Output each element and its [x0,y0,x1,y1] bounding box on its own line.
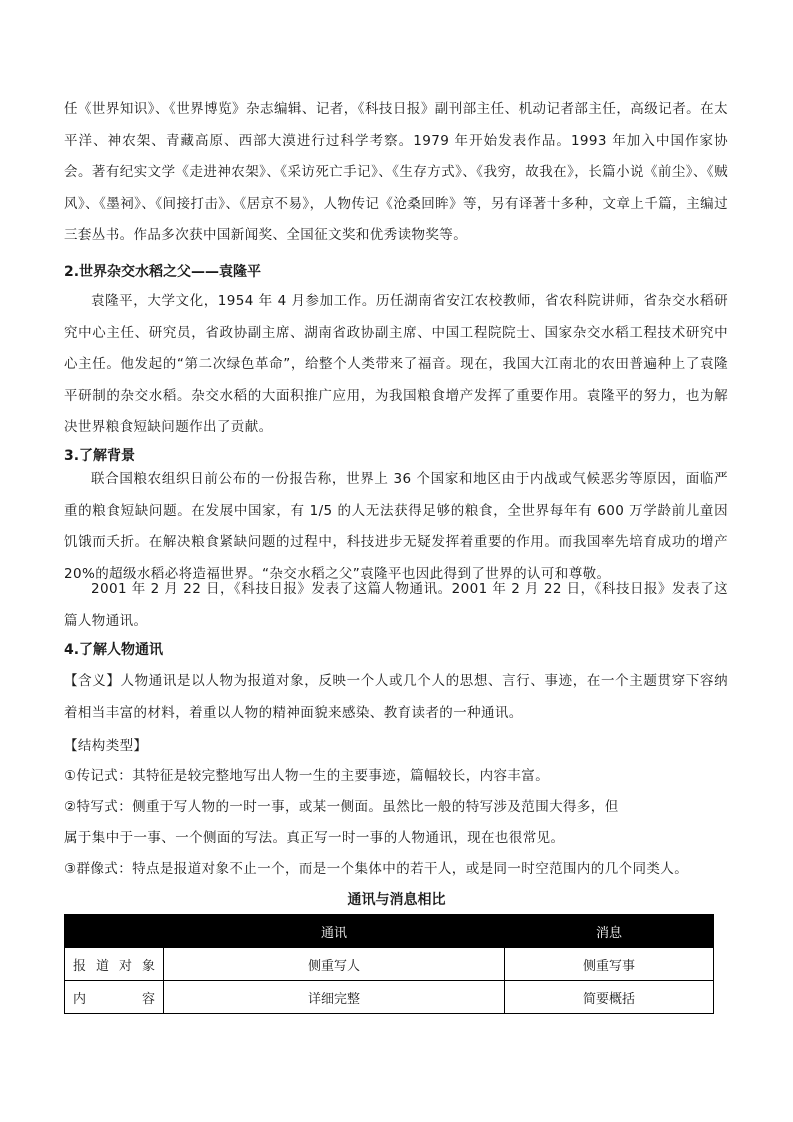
table-header-cell [65,915,164,948]
intro-paragraph: 任《世界知识》、《世界博览》杂志编辑、记者，《科技日报》副刊部主任、机动记者部主任，高级记者。在太平洋、神农架、青藏高原、西部大漠进行过科学考察。1979 年开始发表作品。1993 年加入中国作家协会。著有纪实文学《走进神农架》、《采访死亡手记》、《生存方式》、《我穷，故我在》，长篇小说《前尘》、《贼风》、《墨祠》、《间接打击》、《居京不易》，人物传记《沧桑回眸》等，另有译著十多种，文章上千篇，主编过三套丛书。作品多次获中国新闻奖、全国征文奖和优秀读物奖等。 [64,101,728,243]
structure-label: 【结构类型】 [64,738,148,754]
comparison-table [64,914,714,1014]
structure-type-3: ③群像式：特点是报道对象不止一个，而是一个集体中的若干人，或是同一时空范围内的几个同类人。 [64,861,689,877]
table-cell: 侧重写人 [164,948,505,981]
section-2-paragraph: 袁隆平，大学文化，1954 年 4 月参加工作。历任湖南省安江农校教师，省农科院讲师，省杂交水稻研究中心主任、研究员，省政协副主席、湖南省政协副主席、中国工程院院士、国家杂交水稻工程技术研究中心主任。他发起的“第二次绿色革命”，给整个人类带来了福音。现在，我国大江南北的农田普遍种上了袁隆平研制的杂交水稻。杂交水稻的大面积推广应用，为我国粮食增产发挥了重要作用。袁隆平的努力，也为解决世界粮食短缺问题作出了贡献。 [64,293,728,435]
section-3-heading: 3.了解背景 [64,448,136,464]
table-header-cell: 通讯 [164,915,505,948]
table-cell: 简要概括 [505,981,714,1014]
meaning-paragraph: 【含义】人物通讯是以人物为报道对象，反映一个人或几个人的思想、言行、事迹，在一个主题贯穿下容纳着相当丰富的材料，着重以人物的精神面貌来感染、教育读者的一种通讯。 [64,673,728,721]
table-row-label: 报道对象 [65,948,164,981]
table-title: 通讯与消息相比 [347,892,446,908]
section-4-heading: 4.了解人物通讯 [64,642,164,658]
section-2-heading: 2.世界杂交水稻之父——袁隆平 [64,264,262,280]
table-row [65,981,714,1014]
table-header-row [65,915,714,948]
table-row-label: 内容 [65,981,164,1014]
table-row [65,948,714,981]
table-cell: 侧重写事 [505,948,714,981]
table-cell: 详细完整 [164,981,505,1014]
section-3-paragraph-1: 联合国粮农组织日前公布的一份报告称，世界上 36 个国家和地区由于内战或气候恶劣等原因，面临严重的粮食短缺问题。在发展中国家，有 1/5 的人无法获得足够的粮食，全世界每年有 600 万学龄前儿童因饥饿而夭折。在解决粮食紧缺问题的过程中，科技进步无疑发挥着重要的作用。而我国率先培育成功的增产 20%的超级水稻必将造福世界。“杂交水稻之父”袁隆平也因此得到了世界的认可和尊敬。 [64,471,728,582]
structure-type-1: ①传记式：其特征是较完整地写出人物一生的主要事迹，篇幅较长，内容丰富。 [64,768,550,784]
structure-type-2-line-2: 属于集中于一事、一个侧面的写法。真正写一时一事的人物通讯，现在也很常见。 [64,830,565,846]
structure-type-2-line-1: ②特写式：侧重于写人物的一时一事，或某一侧面。虽然比一般的特写涉及范围大得多，但 [64,799,619,815]
table-header-cell: 消息 [505,915,714,948]
section-3-paragraph-2: 2001 年 2 月 22 日，《科技日报》发表了这篇人物通讯。2001 年 2 月 22 日，《科技日报》发表了这篇人物通讯。 [64,581,728,629]
